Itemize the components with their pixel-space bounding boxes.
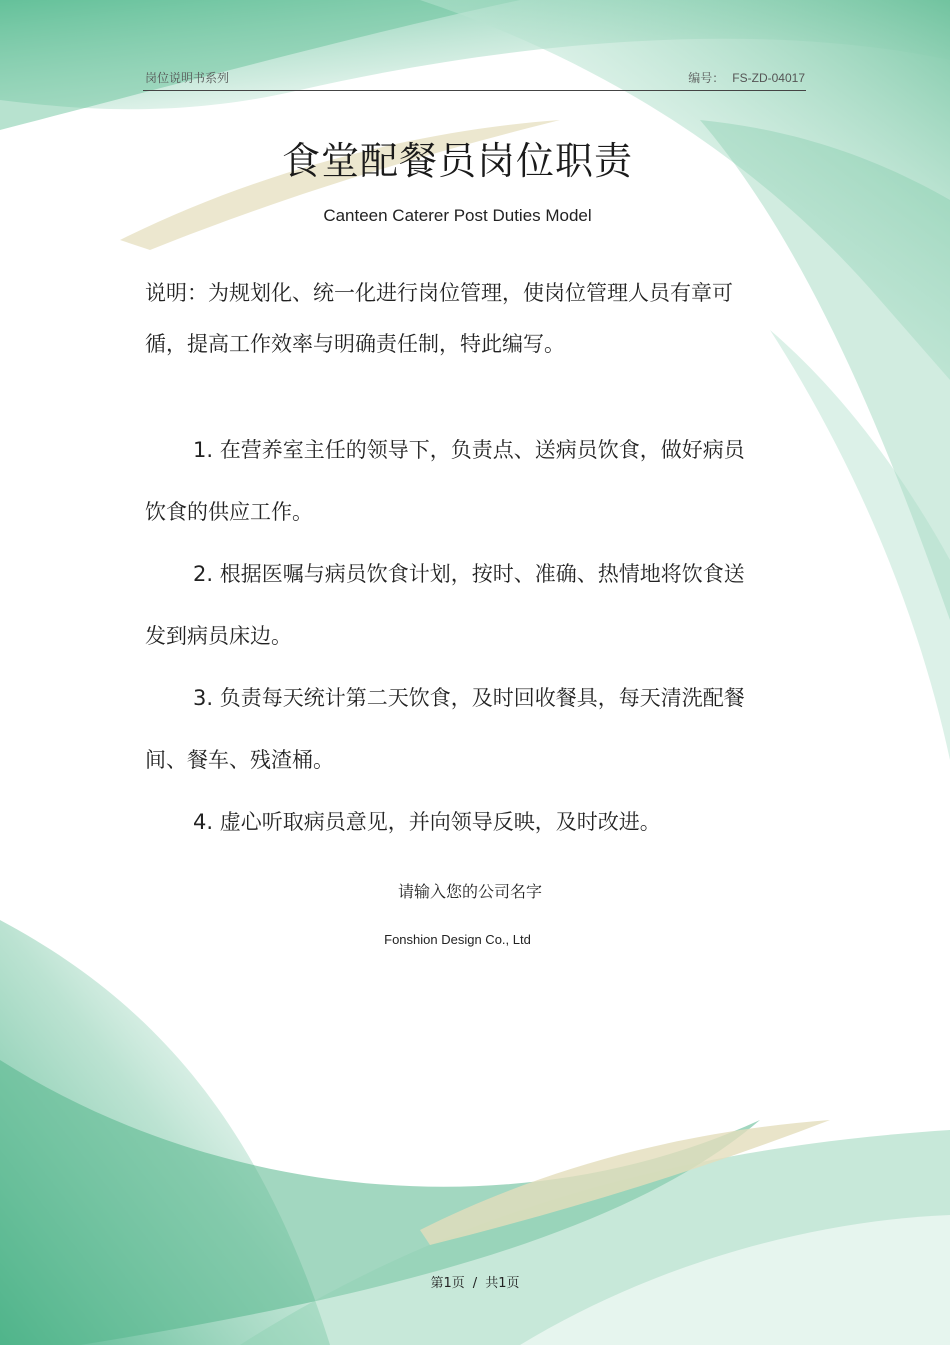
duty-item: 3. 负责每天统计第二天饮食，及时回收餐具，每天清洗配餐间、餐车、残渣桶。 — [145, 686, 745, 772]
duty-list — [145, 419, 755, 853]
document-code — [688, 69, 805, 86]
duty-item: 4. 虚心听取病员意见，并向领导反映，及时改进。 — [193, 810, 661, 834]
page-title: 食堂配餐员岗位职责 — [281, 139, 633, 183]
page-number: 第1页 — [430, 1276, 465, 1291]
page-separator: / — [472, 1276, 478, 1291]
company-name-placeholder: 请输入您的公司名字 — [397, 882, 542, 901]
code-value: FS-ZD-04017 — [732, 71, 805, 85]
header-divider — [143, 90, 806, 91]
series-label: 岗位说明书系列 — [145, 71, 230, 85]
intro-paragraph: 说明：为规划化、统一化进行岗位管理，使岗位管理人员有章可循，提高工作效率与明确责任制，特此编写。 — [145, 281, 733, 356]
page-total: 共1页 — [485, 1276, 520, 1291]
duty-item: 1. 在营养室主任的领导下，负责点、送病员饮食，做好病员饮食的供应工作。 — [145, 438, 745, 524]
page-footer — [0, 1272, 950, 1291]
company-name-en: Fonshion Design Co., Ltd — [384, 932, 531, 947]
page-subtitle: Canteen Caterer Post Duties Model — [323, 206, 592, 225]
code-label: 编号： — [688, 71, 725, 85]
duty-item: 2. 根据医嘱与病员饮食计划，按时、准确、热情地将饮食送发到病员床边。 — [145, 562, 745, 648]
